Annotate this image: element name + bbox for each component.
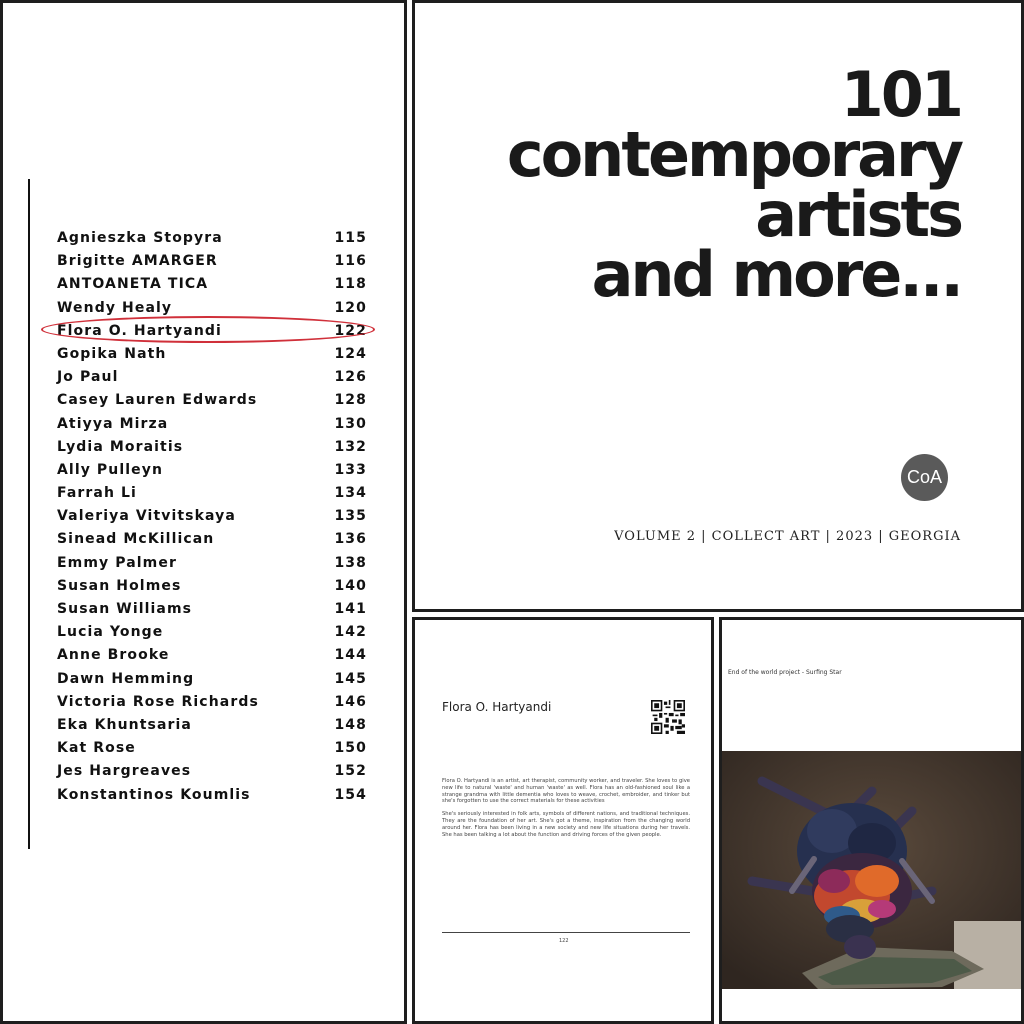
toc-entry-name: Atiyya Mirza [57, 415, 169, 432]
toc-entry-name: Agnieszka Stopyra [57, 230, 223, 246]
toc-entry-name: Ally Pulleyn [57, 461, 164, 478]
toc-entry [57, 737, 367, 760]
toc-entry-name: Casey Lauren Edwards [57, 392, 258, 409]
bio-text [442, 778, 690, 844]
toc-entry [57, 459, 367, 482]
toc-list [57, 227, 367, 807]
toc-entry-page: 115 [334, 230, 367, 246]
toc-entry [57, 784, 367, 807]
toc-entry-page: 122 [334, 322, 367, 339]
toc-entry-name: Brigitte AMARGER [57, 253, 218, 270]
highlight-circle [41, 316, 375, 343]
toc-entry-name: ANTOANETA TICA [57, 276, 209, 293]
toc-entry [57, 598, 367, 621]
toc-entry-name: Emmy Palmer [57, 554, 177, 571]
toc-entry [57, 389, 367, 412]
toc-entry-page: 140 [334, 577, 367, 594]
toc-entry-page: 138 [334, 554, 367, 571]
toc-entry-name: Wendy Healy [57, 299, 173, 316]
toc-entry-page: 128 [334, 392, 367, 409]
toc-entry-name: Dawn Hemming [57, 670, 195, 687]
toc-entry-name: Susan Holmes [57, 577, 182, 594]
toc-entry-name: Lucia Yonge [57, 624, 164, 641]
toc-entry-page: 118 [334, 276, 367, 293]
toc-entry [57, 668, 367, 691]
toc-entry-page: 132 [334, 438, 367, 455]
bio-paragraph: She's seriously interested in folk arts, symbols of different nations, and traditional techniques. They are the foundation of her art. She's got a theme, inspiration from the changing world around her. Flora has been living in a new society and new life situations during her travels. She has been talking a lot about the function and driving forces of the given people. [442, 811, 690, 838]
toc-entry-page: 120 [334, 299, 367, 316]
toc-entry-name: Valeriya Vitvitskaya [57, 508, 236, 525]
cover-footer: VOLUME 2 | COLLECT ART | 2023 | GEORGIA [614, 529, 961, 544]
toc-entry [57, 250, 367, 273]
artwork-caption: End of the world project - Surfing Star [728, 669, 842, 676]
toc-entry-page: 124 [334, 345, 367, 362]
toc-entry-page: 135 [334, 508, 367, 525]
toc-entry-name: Kat Rose [57, 740, 136, 757]
toc-entry [57, 366, 367, 389]
toc-entry [57, 621, 367, 644]
toc-entry-page: 142 [334, 624, 367, 641]
toc-entry-name: Sinead McKillican [57, 531, 215, 548]
coa-logo: CoA [901, 454, 948, 501]
toc-entry-page: 146 [334, 693, 367, 710]
toc-entry-name: Victoria Rose Richards [57, 693, 259, 710]
toc-entry-page: 152 [334, 763, 367, 780]
vertical-rule [28, 179, 30, 849]
toc-entry [57, 691, 367, 714]
title-line: artists [755, 178, 961, 251]
toc-entry-page: 144 [334, 647, 367, 664]
toc-entry [57, 505, 367, 528]
artist-bio-page [412, 617, 714, 1024]
toc-entry-name: Susan Williams [57, 601, 193, 617]
toc-entry-name: Flora O. Hartyandi [57, 322, 222, 339]
toc-entry-page: 148 [334, 716, 367, 733]
toc-entry-name: Konstantinos Koumlis [57, 786, 251, 803]
page-number: 122 [559, 938, 569, 944]
qr-code-icon [651, 700, 685, 734]
toc-entry [57, 227, 367, 250]
toc-entry-page: 150 [334, 740, 367, 757]
toc-entry [57, 575, 367, 598]
cover-title [506, 58, 961, 311]
toc-entry-name: Anne Brooke [57, 647, 170, 664]
toc-entry [57, 436, 367, 459]
toc-entry [57, 714, 367, 737]
toc-entry-page: 141 [334, 601, 367, 617]
toc-entry-name: Gopika Nath [57, 345, 167, 362]
title-line: contemporary [506, 118, 961, 191]
title-line: and more... [591, 238, 961, 311]
toc-entry-page: 126 [334, 369, 367, 386]
table-of-contents-page [0, 0, 407, 1024]
toc-entry-name: Jo Paul [57, 369, 119, 386]
footer-rule [442, 932, 690, 933]
toc-entry-name: Eka Khuntsaria [57, 716, 192, 733]
toc-entry-name: Lydia Moraitis [57, 438, 184, 455]
toc-entry-name: Jes Hargreaves [57, 763, 192, 780]
bio-paragraph: Flora O. Hartyandi is an artist, art therapist, community worker, and traveler. She loves to give new life to natural 'waste' and human 'waste' as well. Flora has an old-fashioned soul like a strange grandma with little dementia who loves to weave, crochet, embroider, and tinker but she's forgotten to use the correct materials for these activities [442, 778, 690, 805]
toc-entry [57, 552, 367, 575]
toc-entry [57, 482, 367, 505]
toc-entry-page: 130 [334, 415, 367, 432]
toc-entry-name: Farrah Li [57, 485, 137, 502]
toc-entry-page: 154 [334, 786, 367, 803]
toc-entry-page: 133 [334, 461, 367, 478]
toc-entry-page: 134 [334, 485, 367, 502]
toc-entry [57, 413, 367, 436]
toc-entry [57, 273, 367, 296]
toc-entry-page: 116 [334, 253, 367, 270]
cover-page [412, 0, 1024, 612]
toc-entry [57, 343, 367, 366]
toc-entry-page: 136 [334, 531, 367, 548]
toc-entry [57, 528, 367, 551]
toc-entry-page: 145 [334, 670, 367, 687]
toc-entry [57, 644, 367, 667]
artwork-page [719, 617, 1024, 1024]
title-line: 101 [840, 58, 961, 131]
toc-entry [57, 760, 367, 783]
artist-name: Flora O. Hartyandi [442, 700, 552, 714]
artwork-photo [722, 751, 1024, 989]
